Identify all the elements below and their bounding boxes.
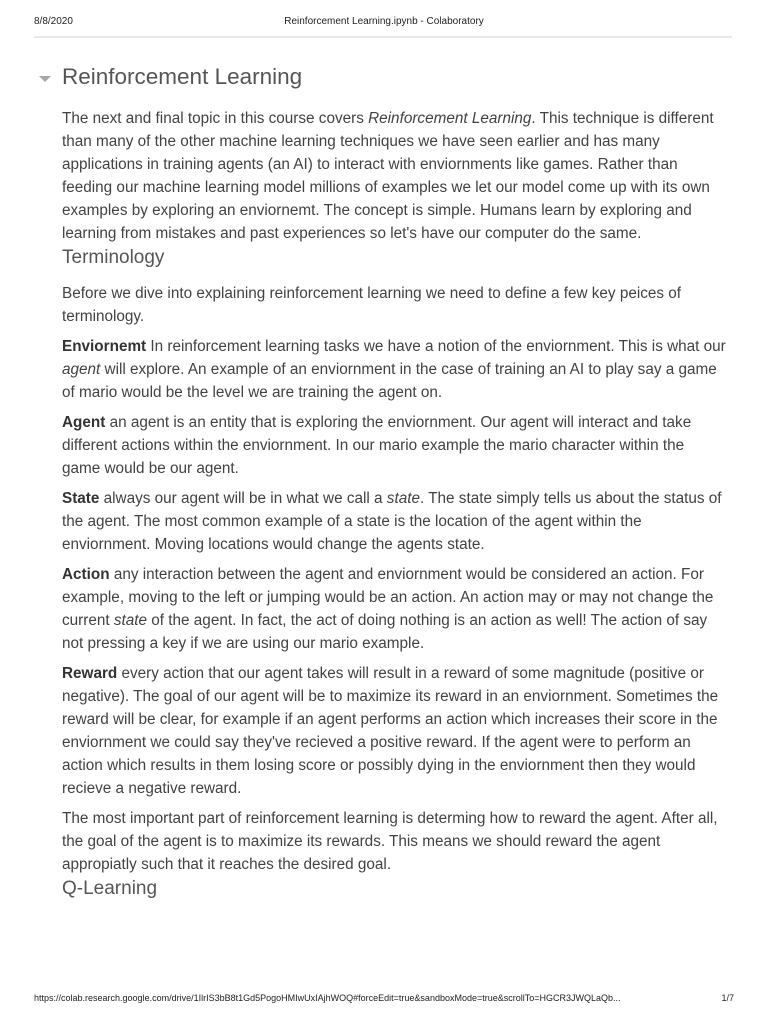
- section-heading: Reinforcement Learning: [62, 64, 303, 89]
- notebook-text-cell: [62, 60, 726, 902]
- term-label: Agent: [62, 414, 106, 431]
- emphasis-text: state: [386, 490, 420, 507]
- closing-paragraph: The most important part of reinforcement learning is determing how to reward the agent. After all, the goal of the agent is to maximize its rewards. This means we should reward the agent appropiatly such that it reaches the desired goal.: [62, 810, 718, 873]
- page-number: 1/7: [721, 993, 734, 1003]
- term-label: Enviornemt: [62, 338, 147, 355]
- q-learning-heading: Q-Learning: [62, 878, 158, 899]
- term-label: Action: [62, 566, 110, 583]
- term-environment: Enviornemt In reinforcement learning tasks we have a notion of the enviornment. This is what our agent will explore. An example of an enviornment in the case of training an AI to play say a game of mario would be the level we are training the agent on.: [62, 338, 726, 401]
- terminology-heading: Terminology: [62, 247, 165, 268]
- print-header: [34, 16, 734, 32]
- emphasis-text: state: [113, 612, 148, 629]
- print-page-title: Reinforcement Learning.ipynb - Colaboratory: [284, 16, 484, 27]
- terminology-intro: Before we dive into explaining reinforcement learning we need to define a few key peices of terminology.: [62, 285, 682, 325]
- print-footer: [34, 993, 734, 1007]
- print-date: 8/8/2020: [34, 16, 73, 27]
- header-divider: [34, 36, 732, 38]
- emphasis-text: Reinforcement Learning: [368, 110, 532, 127]
- term-action: Action any interaction between the agent and enviornment would be considered an action. For example, moving to the left or jumping would be an action. An action may or may not change the current state of the agent. In fact, the act of doing nothing is an action as well! The action of say not pressing a key if we are using our mario example.: [62, 566, 714, 652]
- term-reward: Reward every action that our agent takes will result in a reward of some magnitude (positive or negative). The goal of our agent will be to maximize its reward in an enviornment. Sometimes the reward will be clear, for example if an agent performs an action which increases their score in the enviornment we could say they've recieved a positive reward. If the agent were to perform an action which results in them losing score or possibly dying in the enviornment then they would recieve a negative reward.: [62, 665, 719, 797]
- emphasis-text: agent: [62, 361, 101, 378]
- term-label: State: [62, 490, 100, 507]
- intro-paragraph: The next and final topic in this course covers Reinforcement Learning. This technique is different than many of the other machine learning techniques we have seen earlier and has many applications in training agents (an AI) to interact with enviornments like games. Rather than feeding our machine learning model millions of examples we let our model come up with its own examples by exploring an enviornemt. The concept is simple. Humans learn by exploring and learning from mistakes and past experiences so let's have our computer do the same.: [62, 110, 714, 242]
- term-state: State always our agent will be in what we call a state. The state simply tells us about the status of the agent. The most common example of a state is the location of the agent within the enviornment. Moving locations would change the agents state.: [62, 490, 722, 553]
- collapse-triangle-icon[interactable]: [39, 76, 51, 82]
- page-url: https://colab.research.google.com/drive/1IlrIS3bB8t1Gd5PogoHMIwUxIAjhWOQ#forceEdit=true&sandboxMode=true&scrollTo=HGCR3JWQLaQb...: [34, 993, 621, 1003]
- term-label: Reward: [62, 665, 118, 682]
- term-agent: Agent an agent is an entity that is exploring the enviornment. Our agent will interact and take different actions within the enviornment. In our mario example the mario character within the game would be our agent.: [62, 414, 692, 477]
